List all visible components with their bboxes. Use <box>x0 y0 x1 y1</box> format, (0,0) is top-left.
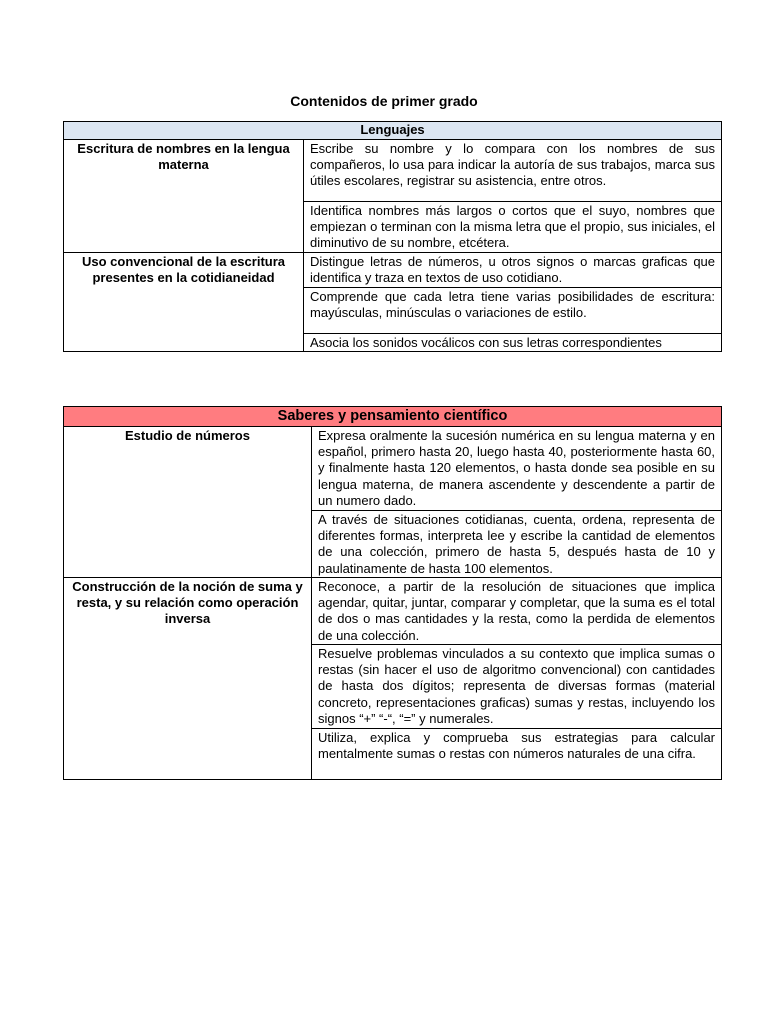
lenguajes-table <box>63 121 722 352</box>
content-cell: Reconoce, a partir de la resolución de situaciones que implica agendar, quitar, juntar, comparar y completar, que la suma es el total de dos o mas cantidades y la resta, como la perdida de elementos de una colección. <box>312 578 722 645</box>
lenguajes-header: Lenguajes <box>64 122 722 140</box>
row-label-suma-resta: Construcción de la noción de suma y resta, y su relación como operación inversa <box>64 578 312 780</box>
content-cell: Utiliza, explica y comprueba sus estrategias para calcular mentalmente sumas o restas con números naturales de una cifra. <box>312 729 722 780</box>
content-cell: Identifica nombres más largos o cortos que el suyo, nombres que empiezan o terminan con la misma letra que el propio, sus iniciales, el diminutivo de su nombre, etcétera. <box>304 202 722 253</box>
content-cell: Escribe su nombre y lo compara con los nombres de sus compañeros, lo usa para indicar la autoría de sus trabajos, marca sus útiles escolares, registrar su asistencia, entre otros. <box>304 140 722 202</box>
content-cell: A través de situaciones cotidianas, cuenta, ordena, representa de diferentes formas, interpreta lee y escribe la cantidad de elementos de una colección, primero de hasta 5, después hasta de 10 y paulatinamente de hasta 100 elementos. <box>312 511 722 578</box>
row-label-uso-convencional: Uso convencional de la escritura presentes en la cotidianeidad <box>64 252 304 351</box>
content-cell: Resuelve problemas vinculados a su contexto que implica sumas o restas (sin hacer el uso de algoritmo convencional) con cantidades de hasta dos dígitos; representa de diversas formas (material concreto, representaciones graficas) sumas y restas, incluyendo los signos “+” “-“, “=” y numerales. <box>312 645 722 729</box>
content-cell: Distingue letras de números, u otros signos o marcas graficas que identifica y traza en textos de uso cotidiano. <box>304 252 722 287</box>
content-cell: Expresa oralmente la sucesión numérica en su lengua materna y en español, primero hasta 20, luego hasta 40, posteriormente hasta 60, y finalmente hasta 120 elementos, o hasta donde sea posible en su lengua materna, de manera ascendente y descendente a partir de un numero dado. <box>312 427 722 511</box>
saberes-header: Saberes y pensamiento científico <box>64 407 722 427</box>
content-cell: Asocia los sonidos vocálicos con sus letras correspondientes <box>304 333 722 351</box>
page-title: Contenidos de primer grado <box>290 93 478 109</box>
saberes-table <box>63 406 722 780</box>
row-label-estudio-numeros: Estudio de números <box>64 427 312 578</box>
row-label-escritura-nombres: Escritura de nombres en la lengua materna <box>64 140 304 253</box>
content-cell: Comprende que cada letra tiene varias posibilidades de escritura: mayúsculas, minúsculas o variaciones de estilo. <box>304 287 722 333</box>
